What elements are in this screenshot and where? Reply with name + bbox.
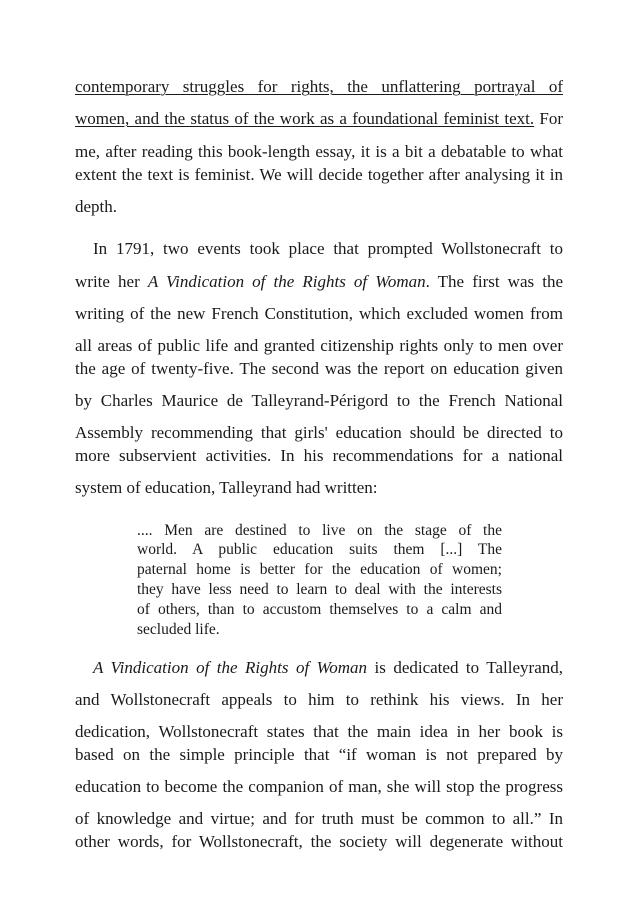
- paragraph-2-line-2: [75, 272, 563, 292]
- underlined-text: contemporary struggles for rights, the unflattering portrayal of: [75, 77, 563, 96]
- paragraph-2-line-7: [75, 423, 563, 443]
- quote-line-1: [137, 521, 502, 540]
- text-span: me, after reading this book-length essay, it is a bit a debatable to what: [75, 142, 563, 161]
- text-span: by Charles Maurice de Talleyrand-Périgord to the French National: [75, 391, 563, 410]
- paragraph-1-line-2: [75, 109, 563, 129]
- text-span: of knowledge and virtue; and for truth must be common to all.” In: [75, 809, 563, 828]
- paragraph-3-line-6: [75, 809, 563, 829]
- text-span: .... Men are destined to live on the stage of the: [137, 522, 502, 539]
- text-span: is dedicated to Talleyrand,: [367, 658, 563, 677]
- quote-line-4: [137, 580, 502, 599]
- paragraph-3-line-2: [75, 690, 563, 710]
- paragraph-3-line-1: [93, 658, 563, 678]
- text-span: system of education, Talleyrand had written:: [75, 478, 378, 497]
- text-span: . The first was the: [425, 272, 563, 291]
- text-span: In 1791, two events took place that prompted Wollstonecraft to: [93, 239, 563, 258]
- quote-line-5: [137, 600, 502, 619]
- paragraph-1-line-4: [75, 165, 563, 185]
- text-span: extent the text is feminist. We will decide together after analysing it in: [75, 165, 563, 184]
- paragraph-2-line-6: [75, 391, 563, 411]
- text-span: write her: [75, 272, 148, 291]
- paragraph-3-line-4: [75, 745, 563, 765]
- paragraph-1-line-3: [75, 142, 563, 162]
- text-span: writing of the new French Constitution, which excluded women from: [75, 304, 563, 323]
- paragraph-1-line-1: [75, 77, 563, 97]
- text-span: and Wollstonecraft appeals to him to rethink his views. In her: [75, 690, 563, 709]
- underlined-text: women, and the status of the work as a foundational feminist text.: [75, 109, 535, 128]
- text-span: the age of twenty-five. The second was the report on education given: [75, 359, 563, 378]
- book-title: A Vindication of the Rights of Woman: [93, 658, 368, 677]
- text-span: For: [534, 109, 563, 128]
- paragraph-2-line-4: [75, 336, 563, 356]
- text-span: world. A public education suits them [...] The: [137, 541, 502, 558]
- text-span: secluded life.: [137, 621, 220, 638]
- paragraph-2-line-5: [75, 359, 563, 379]
- paragraph-2-line-1: [93, 239, 563, 259]
- text-span: Assembly recommending that girls' education should be directed to: [75, 423, 563, 442]
- paragraph-1-line-5: [75, 197, 563, 217]
- paragraph-3-line-5: [75, 777, 563, 797]
- text-span: dedication, Wollstonecraft states that the main idea in her book is: [75, 722, 563, 741]
- text-span: paternal home is better for the education of women;: [137, 561, 502, 578]
- text-span: of others, than to accustom themselves to a calm and: [137, 601, 502, 618]
- paragraph-3-line-3: [75, 722, 563, 742]
- text-span: depth.: [75, 197, 118, 216]
- text-span: more subservient activities. In his recommendations for a national: [75, 446, 563, 465]
- quote-line-6: [137, 620, 502, 639]
- paragraph-2-line-9: [75, 478, 563, 498]
- paragraph-2-line-8: [75, 446, 563, 466]
- text-span: education to become the companion of man, she will stop the progress: [75, 777, 563, 796]
- book-title: A Vindication of the Rights of Woman: [147, 272, 426, 291]
- paragraph-2-line-3: [75, 304, 563, 324]
- quote-line-2: [137, 540, 502, 559]
- paragraph-3-line-7: [75, 832, 563, 852]
- quote-line-3: [137, 560, 502, 579]
- text-span: based on the simple principle that “if woman is not prepared by: [75, 745, 563, 764]
- text-span: other words, for Wollstonecraft, the society will degenerate without: [75, 832, 563, 851]
- text-span: they have less need to learn to deal with the interests: [137, 581, 502, 598]
- text-span: all areas of public life and granted citizenship rights only to men over: [75, 336, 563, 355]
